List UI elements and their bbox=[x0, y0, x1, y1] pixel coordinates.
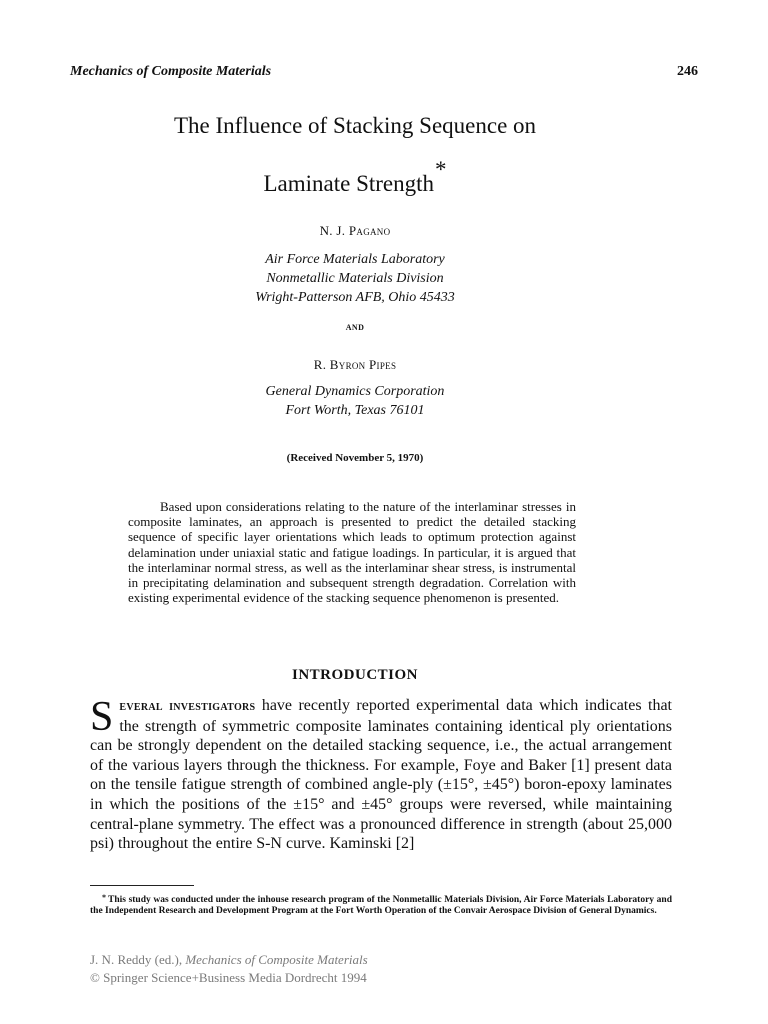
affiliation-line: Fort Worth, Texas 76101 bbox=[285, 403, 425, 418]
affiliation-line: Wright-Patterson AFB, Ohio 45433 bbox=[255, 290, 455, 305]
drop-cap: S bbox=[90, 694, 114, 740]
affiliation-line: Air Force Materials Laboratory bbox=[265, 252, 445, 267]
author-2-surname: Byron Pipes bbox=[329, 357, 397, 372]
footnote-marker: * bbox=[102, 893, 106, 902]
footnote-rule bbox=[90, 885, 194, 886]
footnote-text: This study was conducted under the inhouse research program of the Nonmetallic Materials Division, Air Force Materials Laboratory and the Independent Research and Development Program at the Fort Worth Operation of the Convair Aerospace Division of General Dynamics. bbox=[90, 895, 672, 916]
author-1-affiliation bbox=[60, 250, 650, 307]
author-2-affiliation bbox=[60, 382, 650, 420]
affiliation-line: General Dynamics Corporation bbox=[265, 384, 445, 399]
credit-line-1 bbox=[90, 951, 368, 968]
running-head-journal: Mechanics of Composite Materials bbox=[70, 64, 272, 79]
author-2-prefix: R. bbox=[313, 357, 330, 372]
credit-line-2: © Springer Science+Business Media Dordrecht 1994 bbox=[90, 970, 367, 985]
credit-editor: J. N. Reddy (ed.), bbox=[90, 952, 186, 967]
received-date: (Received November 5, 1970) bbox=[286, 452, 424, 464]
author-1-prefix: N. J. bbox=[319, 223, 349, 238]
title-line-1: The Influence of Stacking Sequence on bbox=[173, 113, 537, 138]
author-conjunction: and bbox=[345, 321, 365, 333]
section-heading-introduction: INTRODUCTION bbox=[291, 667, 418, 683]
credit-book-title: Mechanics of Composite Materials bbox=[185, 952, 368, 967]
author-2 bbox=[60, 357, 650, 373]
footnote bbox=[90, 893, 672, 916]
abstract: Based upon considerations relating to the nature of the interlaminar stresses in composite laminates, an approach is presented to predict the detailed stacking sequence of specific layer orientations which leads to optimum protection against delamination under uniaxial static and fatigue loadings. In particular, it is argued that the interlaminar normal stress, as well as the interlaminar shear stress, is instrumental in precipitating delamination and subsequent strength degradation. Correlation with existing experimental evidence of the stacking sequence phenomenon is presented. bbox=[128, 499, 576, 606]
author-1 bbox=[60, 223, 650, 239]
author-1-surname: Pagano bbox=[348, 223, 391, 238]
title-footnote-marker: * bbox=[435, 157, 447, 182]
title-text: Laminate Strength bbox=[263, 171, 435, 196]
paragraph-text: have recently reported experimental data which indicates that the strength of symmetric composite laminates containing identical ply orientations can be strongly dependent on the detailed stacking sequence, i.e., the actual arrangement of the various layers through the thickness. For example, Foye and Baker [1] present data on the tensile fatigue strength of combined angle-ply (±15°, ±45°) boron-epoxy laminates in which the positions of the ±15° and ±45° groups were reversed, while maintaining central-plane symmetry. The effect was a pronounced difference in strength (about 25,000 psi) throughout the entire S-N curve. Kaminski [2] bbox=[90, 697, 672, 853]
page-number: 246 bbox=[677, 64, 698, 79]
introduction-paragraph bbox=[90, 696, 672, 854]
title-line-2 bbox=[60, 157, 650, 197]
lead-in: everal investigators bbox=[119, 699, 256, 714]
affiliation-line: Nonmetallic Materials Division bbox=[266, 271, 444, 286]
